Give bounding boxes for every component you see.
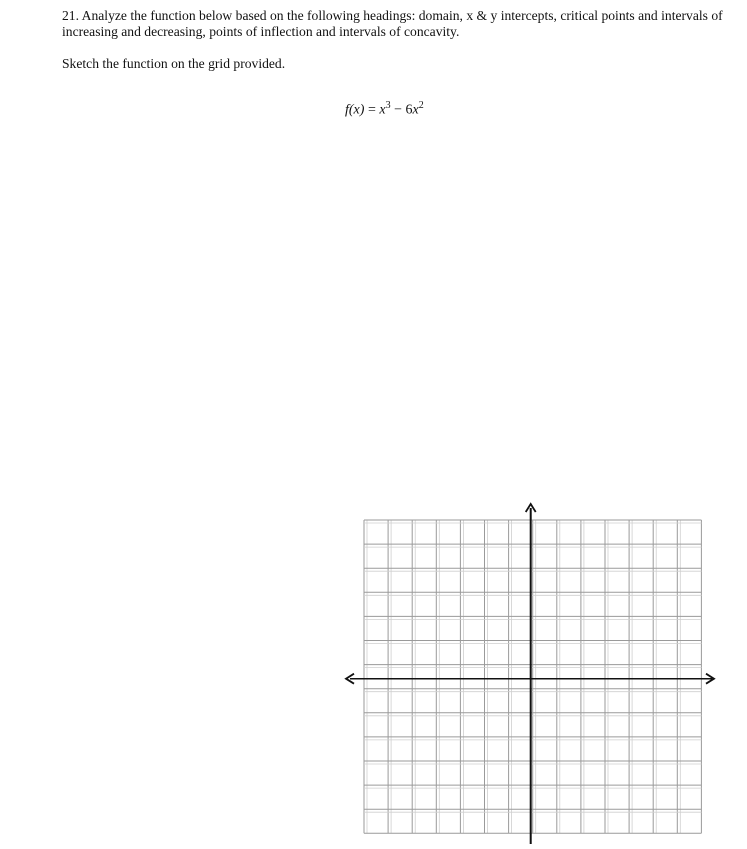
formula-equals: = bbox=[367, 102, 376, 118]
question-text: 21. Analyze the function below based on the following headings: domain, x & y intercepts, critical points and intervals of increasing and decreasing, points of inflection and intervals of concavity. bbox=[62, 8, 723, 39]
formula-minus: − bbox=[394, 102, 402, 118]
axes bbox=[346, 504, 714, 844]
formula-term2-exp: 2 bbox=[418, 100, 424, 111]
formula-term2-coef: 6 bbox=[405, 102, 413, 118]
formula-term1-exp: 3 bbox=[385, 100, 391, 111]
formula-term1-base: x bbox=[379, 102, 386, 118]
formula-lhs: f(x) bbox=[345, 102, 365, 118]
instruction-text: Sketch the function on the grid provided. bbox=[62, 56, 286, 71]
grid-lines bbox=[364, 520, 701, 833]
formula-term2-base: x bbox=[412, 102, 419, 118]
